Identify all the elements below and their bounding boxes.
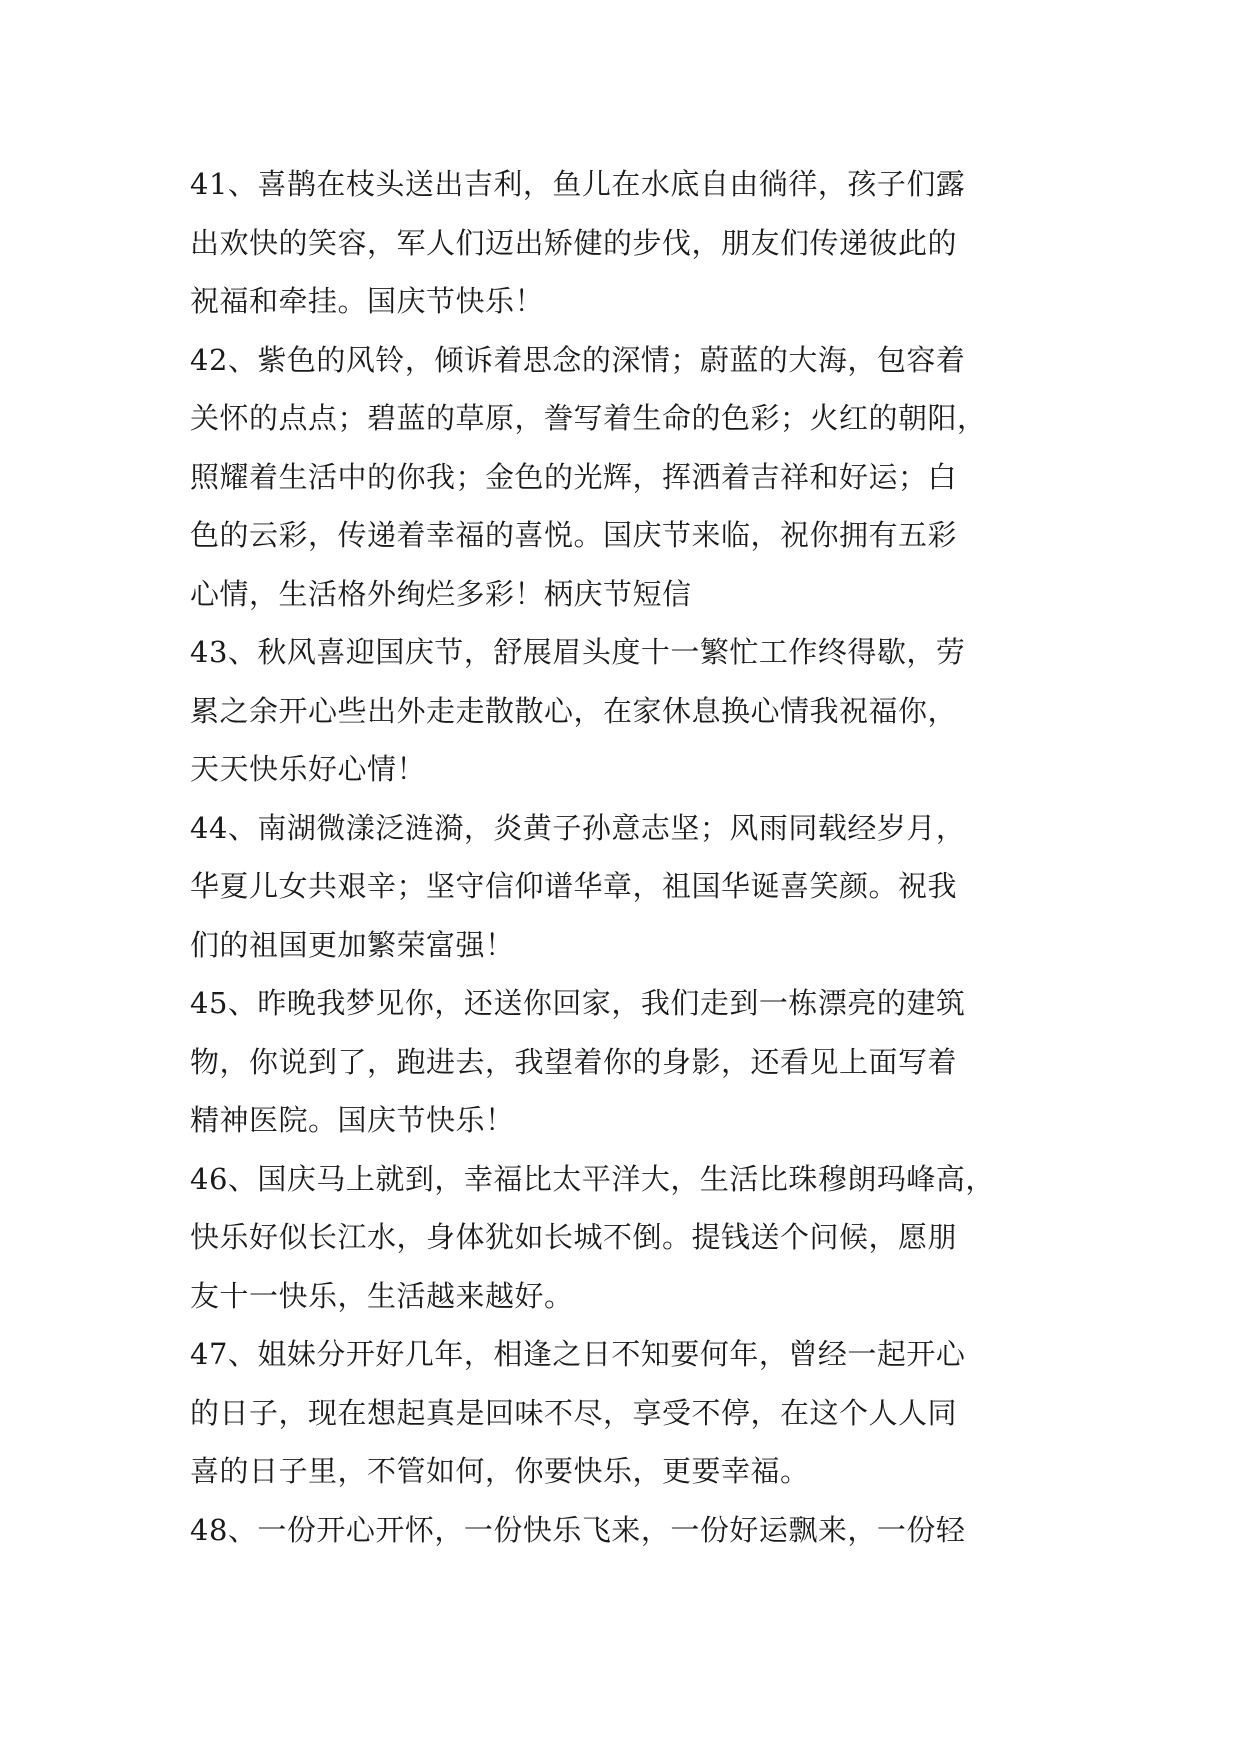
text-line: 色的云彩，传递着幸福的喜悦。国庆节来临，祝你拥有五彩 <box>190 518 958 552</box>
text-line: 的日子，现在想起真是回味不尽，享受不停，在这个人人同 <box>190 1395 958 1430</box>
text-line: 心情，生活格外绚烂多彩！柄庆节短信 <box>190 576 692 611</box>
text-line: 天天快乐好心情！ <box>190 752 427 786</box>
text-line: 关怀的点点；碧蓝的草原，誊写着生命的色彩；火红的朝阳， <box>190 401 987 435</box>
document-page <box>190 155 1060 1559</box>
text-line: 累之余开心些出外走走散散心，在家休息换心情我祝福你， <box>190 693 958 728</box>
text-line: 42、紫色的风铃，倾诉着思念的深情；蔚蓝的大海，包容着 <box>190 342 966 377</box>
text-line: 45、昨晚我梦见你，还送你回家，我们走到一栋漂亮的建筑 <box>190 986 966 1020</box>
text-line: 喜的日子里，不管如何，你要快乐，更要幸福。 <box>190 1454 810 1488</box>
text-line: 44、南湖微漾泛涟漪，炎黄子孙意志坚；风雨同载经岁月， <box>190 810 966 845</box>
text-line: 们的祖国更加繁荣富强！ <box>190 927 515 962</box>
text-line: 47、姐妹分开好几年，相逢之日不知要何年，曾经一起开心 <box>190 1337 966 1371</box>
text-line: 照耀着生活中的你我；金色的光辉，挥洒着吉祥和好运；白 <box>190 459 958 494</box>
text-line: 46、国庆马上就到，幸福比太平洋大，生活比珠穆朗玛峰高， <box>190 1161 995 1196</box>
text-line: 快乐好似长江水，身体犹如长城不倒。提钱送个问候，愿朋 <box>190 1220 958 1254</box>
text-line: 48、一份开心开怀，一份快乐飞来，一份好运飘来，一份轻 <box>190 1512 966 1547</box>
text-line: 精神医院。国庆节快乐！ <box>190 1103 515 1137</box>
text-line: 祝福和牵挂。国庆节快乐！ <box>190 284 545 318</box>
text-line: 43、秋风喜迎国庆节，舒展眉头度十一繁忙工作终得歇，劳 <box>190 635 966 669</box>
text-line: 友十一快乐，生活越来越好。 <box>190 1278 574 1313</box>
text-line: 华夏儿女共艰辛；坚守信仰谱华章，祖国华诞喜笑颜。祝我 <box>190 869 958 903</box>
text-line: 出欢快的笑容，军人们迈出矫健的步伐，朋友们传递彼此的 <box>190 225 958 260</box>
text-line: 物，你说到了，跑进去，我望着你的身影，还看见上面写着 <box>190 1044 958 1079</box>
text-line: 41、喜鹊在枝头送出吉利，鱼儿在水底自由徜徉，孩子们露 <box>190 167 966 201</box>
